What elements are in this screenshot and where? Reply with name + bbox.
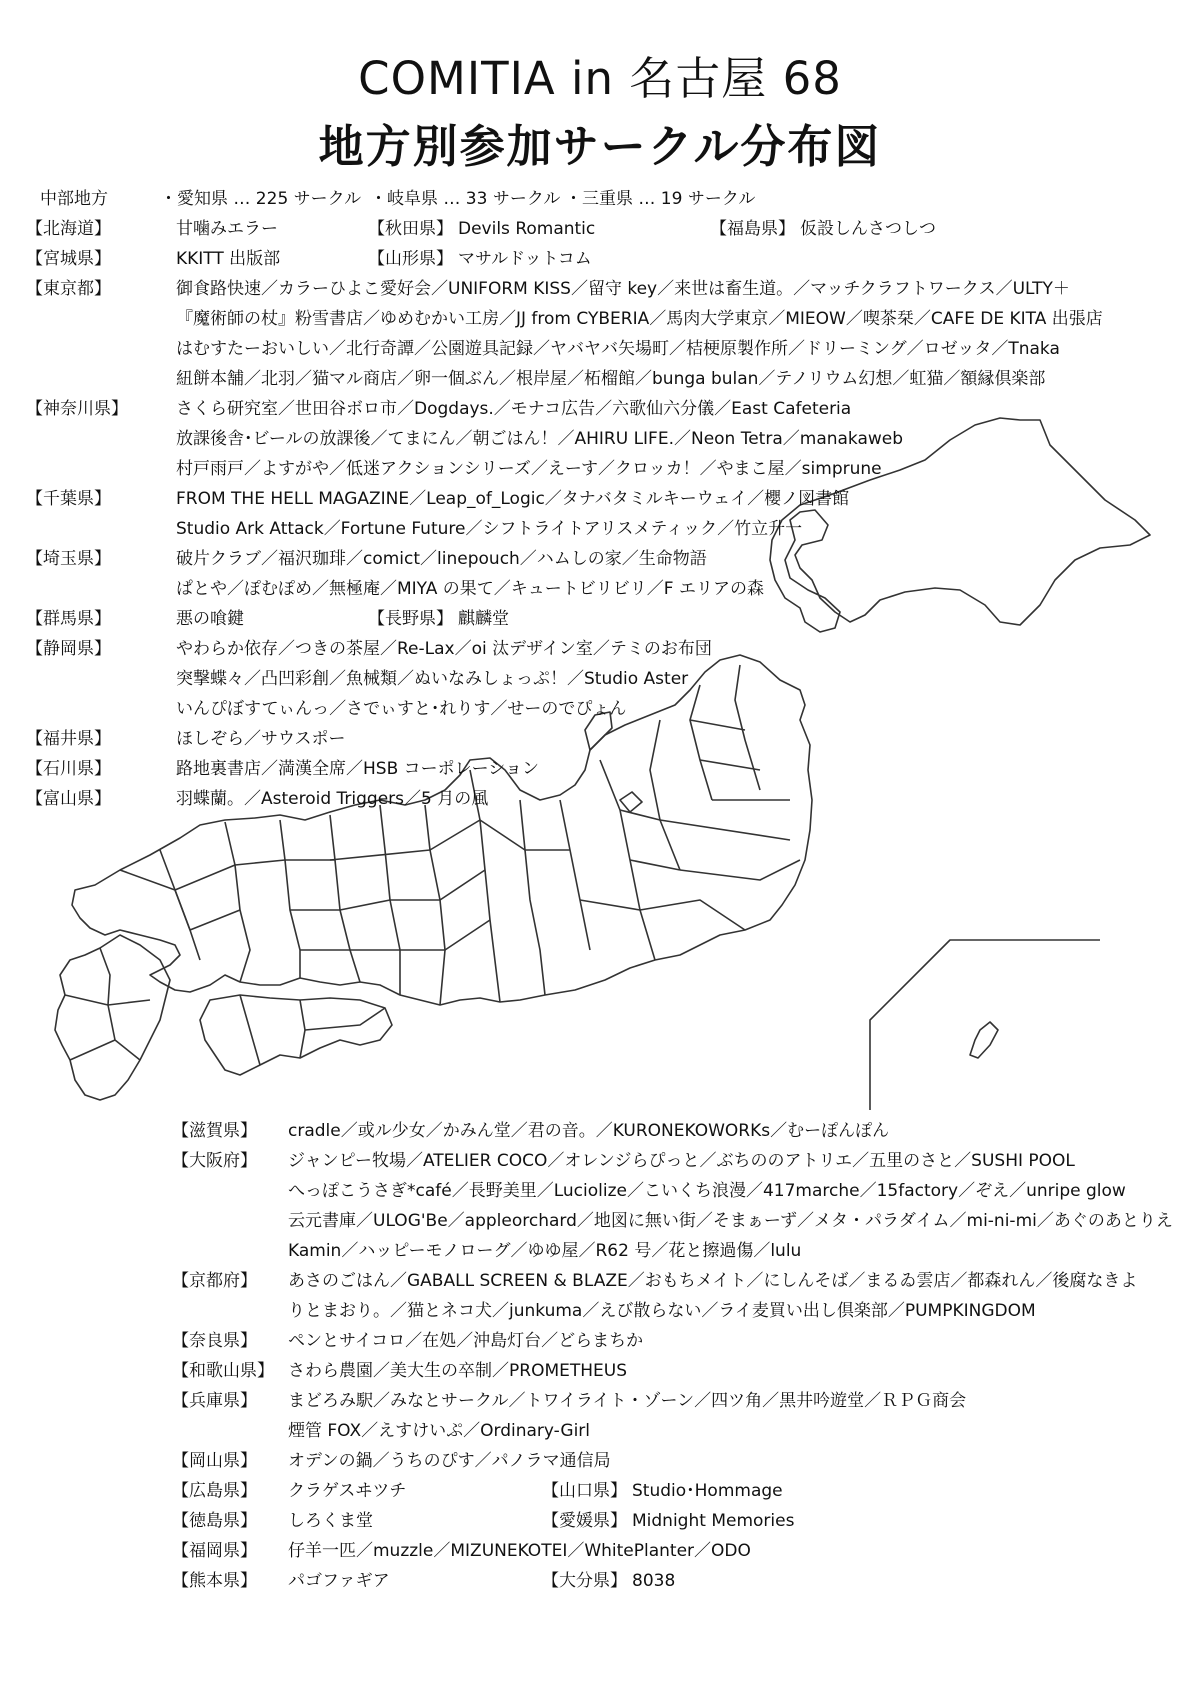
oita-label: 【大分県】 <box>542 1571 627 1591</box>
kumamoto-circles: パゴファギア <box>288 1571 390 1591</box>
tokyo-line: 紐餅本舗／北羽／猫マル商店／卵一個ぶん／根岸屋／柘榴館／bunga bulan／テノリウム幻想／虹猫／額縁倶楽部 <box>176 369 1046 389</box>
gunma-label: 【群馬県】 <box>26 609 111 629</box>
kanagawa-line: 村戸雨戸／よすがや／低迷アクションシリーズ／えーす／クロッカ！／やまこ屋／simprune <box>176 459 882 479</box>
chiba-line: FROM THE HELL MAGAZINE／Leap_of_Logic／タナバタミルキーウェイ／櫻ノ図書館 <box>176 489 850 509</box>
osaka-line: ジャンピー牧場／ATELIER COCO／オレンジらぴっと／ぶちののアトリエ／五里のさと／SUSHI POOL <box>288 1151 1075 1171</box>
sado-outline <box>620 792 642 812</box>
osaka-line: へっぽこうさぎ*café／長野美里／Luciolize／こいくち浪漫／417marche／15factory／ぞえ／unripe glow <box>288 1181 1126 1201</box>
chubu-label: 中部地方 <box>40 189 108 209</box>
yamagata-label: 【山形県】 <box>368 249 453 269</box>
ishikawa-label: 【石川県】 <box>26 759 111 779</box>
shizuoka-label: 【静岡県】 <box>26 639 111 659</box>
okayama-label: 【岡山県】 <box>172 1451 257 1471</box>
kanagawa-line: さくら研究室／世田谷ボロ市／Dogdays.／モナコ広告／六歌仙六分儀／East Cafeteria <box>176 399 852 419</box>
hokkaido-outline <box>770 418 1150 632</box>
fukuoka-circles: 仔羊一匹／muzzle／MIZUNEKOTEI／WhitePlanter／ODO <box>288 1541 751 1561</box>
tokushima-circles: しろくま堂 <box>288 1511 373 1531</box>
shizuoka-line: いんぴぼすてぃんっ／さでぃすと･れりす／せーのでぴょん <box>176 699 627 719</box>
saitama-line: 破片クラブ／福沢珈琲／comict／linepouch／ハムしの家／生命物語 <box>176 549 707 569</box>
hyogo-line: まどろみ駅／みなとサークル／トワイライト・ゾーン／四ツ角／黒井吟遊堂／ＲＰＧ商会 <box>288 1391 967 1411</box>
osaka-line: Kamin／ハッピーモノローグ／ゆゆ屋／R62 号／花と擦過傷／lulu <box>288 1241 802 1261</box>
hokkaido-circles: 甘噛みエラー <box>176 219 278 239</box>
miyagi-circles: KKITT 出版部 <box>176 249 281 269</box>
toyama-circles: 羽蝶蘭。／Asteroid Triggers／5 月の風 <box>176 789 489 809</box>
yamaguchi-label: 【山口県】 <box>542 1481 627 1501</box>
tokyo-line: 『魔術師の杖』粉雪書店／ゆめむかい工房／JJ from CYBERIA／馬肉大学東京／MIEOW／喫茶栞／CAFE DE KITA 出張店 <box>176 309 1103 329</box>
akita-circles: Devils Romantic <box>458 219 596 239</box>
yamagata-circles: マサルドットコム <box>458 249 592 269</box>
wakayama-label: 【和歌山県】 <box>172 1361 274 1381</box>
gifu-count: ・岐阜県 … 33 サークル <box>370 189 561 209</box>
aichi-count: ・愛知県 … 225 サークル <box>160 189 362 209</box>
hyogo-line: 煙管 FOX／えすけいぷ／Ordinary-Girl <box>288 1421 591 1441</box>
fukushima-circles: 仮設しんさつしつ <box>800 219 936 239</box>
shizuoka-line: やわらか依存／つきの茶屋／Re-Lax／oi 汰デザイン室／テミのお布団 <box>176 639 712 659</box>
kyoto-line: りとまおり。／猫とネコ犬／junkuma／えび散らない／ライ麦買い出し倶楽部／PUMPKINGDOM <box>288 1301 1036 1321</box>
fukuoka-label: 【福岡県】 <box>172 1541 257 1561</box>
kumamoto-label: 【熊本県】 <box>172 1571 257 1591</box>
kyoto-label: 【京都府】 <box>172 1271 257 1291</box>
fukui-label: 【福井県】 <box>26 729 111 749</box>
okayama-circles: オデンの鍋／うちのぴす／パノラマ通信局 <box>288 1451 611 1471</box>
tokyo-label: 【東京都】 <box>26 279 111 299</box>
tokyo-line: 御食路快速／カラーひよこ愛好会／UNIFORM KISS／留守 key／来世は畜生道。／マッチクラフトワークス／ULTY＋ <box>176 279 1070 299</box>
osaka-label: 【大阪府】 <box>172 1151 257 1171</box>
kyushu-outline <box>55 935 170 1100</box>
oita-circles: 8038 <box>632 1571 676 1591</box>
nagano-circles: 麒麟堂 <box>458 609 509 629</box>
chiba-line: Studio Ark Attack／Fortune Future／シフトライトアリスメティック／竹立升一 <box>176 519 803 539</box>
shiga-label: 【滋賀県】 <box>172 1121 257 1141</box>
nara-circles: ペンとサイコロ／在処／沖島灯台／どらまちか <box>288 1331 644 1351</box>
nara-label: 【奈良県】 <box>172 1331 257 1351</box>
gunma-circles: 悪の喰鍵 <box>176 609 244 629</box>
fukui-circles: ほしぞら／サウスポー <box>176 729 346 749</box>
chiba-label: 【千葉県】 <box>26 489 111 509</box>
shizuoka-line: 突撃蝶々／凸凹彩創／魚械類／ぬいなみしょっぷ！／Studio Aster <box>176 669 689 689</box>
kanagawa-line: 放課後舎･ビールの放課後／てまにん／朝ごはん！／AHIRU LIFE.／Neon Tetra／manakaweb <box>176 429 904 449</box>
yamaguchi-circles: Studio･Hommage <box>632 1481 783 1501</box>
kanagawa-label: 【神奈川県】 <box>26 399 128 419</box>
akita-label: 【秋田県】 <box>368 219 453 239</box>
ehime-circles: Midnight Memories <box>632 1511 795 1531</box>
tokushima-label: 【徳島県】 <box>172 1511 257 1531</box>
nagano-label: 【長野県】 <box>368 609 453 629</box>
fukushima-label: 【福島県】 <box>710 219 795 239</box>
ishikawa-circles: 路地裏書店／満漢全席／HSB コーポレーション <box>176 759 539 779</box>
toyama-label: 【富山県】 <box>26 789 111 809</box>
osaka-line: 云元書庫／ULOG'Be／appleorchard／地図に無い街／そまぁーず／メタ・パラダイム／mi-ni-mi／あぐのあとりえ <box>288 1211 1173 1231</box>
saitama-label: 【埼玉県】 <box>26 549 111 569</box>
hyogo-label: 【兵庫県】 <box>172 1391 257 1411</box>
shiga-circles: cradle／或ル少女／かみん堂／君の音。／KURONEKOWORKs／むーぽんぽん <box>288 1121 890 1141</box>
hiroshima-label: 【広島県】 <box>172 1481 257 1501</box>
miyagi-label: 【宮城県】 <box>26 249 111 269</box>
shikoku-outline <box>200 995 392 1075</box>
hokkaido-label: 【北海道】 <box>26 219 111 239</box>
ehime-label: 【愛媛県】 <box>542 1511 627 1531</box>
okinawa-outline <box>970 1022 998 1058</box>
tokyo-line: はむすたーおいしい／北行奇譚／公園遊具記録／ヤバヤバ矢場町／桔梗原製作所／ドリーミング／ロゼッタ／Tnaka <box>176 339 1060 359</box>
page-title: COMITIA in 名古屋 68 <box>358 52 842 105</box>
wakayama-circles: さわら農園／美大生の卒制／PROMETHEUS <box>288 1361 627 1381</box>
kyoto-line: あさのごはん／GABALL SCREEN & BLAZE／おもちメイト／にしんそば／まるゐ雲店／都森れん／後腐なきよ <box>288 1271 1138 1291</box>
hiroshima-circles: クラゲスヰツチ <box>288 1481 407 1501</box>
saitama-line: ぱとや／ぽむぽめ／無極庵／MIYA の果て／キュートビリビリ／F エリアの森 <box>176 579 764 599</box>
mie-count: ・三重県 … 19 サークル <box>565 189 756 209</box>
page-subtitle: 地方別参加サークル分布図 <box>318 120 882 173</box>
